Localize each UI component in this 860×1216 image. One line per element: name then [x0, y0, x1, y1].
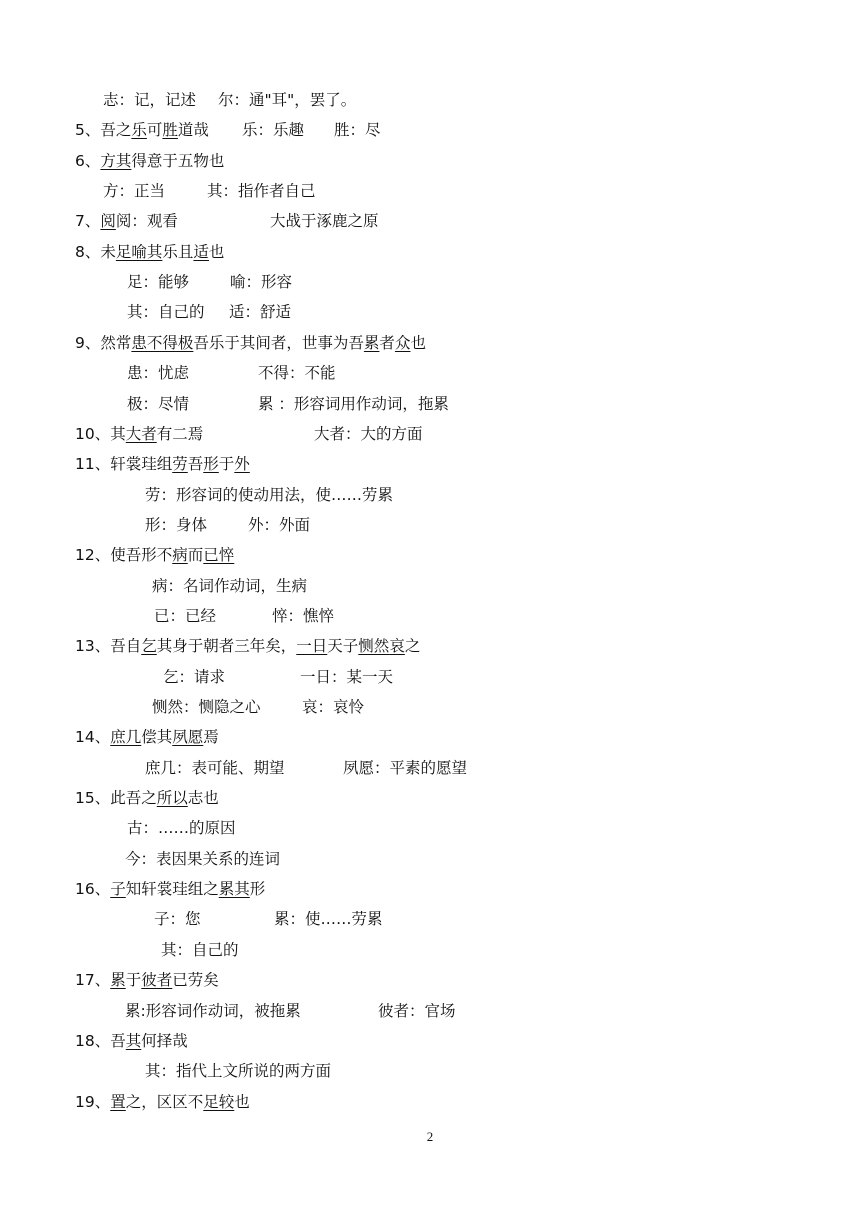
text-segment: 已：已经: [154, 607, 217, 625]
text-line: [145, 1061, 331, 1081]
text-segment: 极：尽情: [127, 395, 190, 413]
underlined-term: 子: [110, 880, 126, 898]
underlined-term: 病: [172, 546, 188, 564]
text-segment: 累：使……劳累: [274, 910, 383, 928]
underlined-term: 方其: [100, 152, 132, 170]
text-line: [75, 970, 219, 990]
text-line: [163, 667, 394, 687]
underlined-term: 大者: [125, 425, 157, 443]
text-line: [125, 1001, 456, 1021]
text-segment: 天子: [327, 637, 359, 655]
text-line: [103, 90, 357, 110]
underlined-term: 哀: [389, 637, 405, 655]
text-segment: 10、其: [75, 425, 126, 443]
text-line: [127, 394, 449, 414]
text-segment: 也: [234, 1093, 250, 1111]
text-segment: 得意于五物也: [131, 152, 225, 170]
text-segment: 8、未: [75, 243, 116, 261]
text-segment: 子：您: [154, 910, 201, 928]
text-segment: 足：能够: [127, 273, 190, 291]
underlined-term: 适: [193, 243, 209, 261]
text-segment: 劳：形容词的使动用法，使……劳累: [145, 486, 394, 504]
text-segment: 18、吾: [75, 1032, 126, 1050]
text-segment: 而: [187, 546, 204, 564]
text-segment: 知轩裳珪组之: [125, 880, 219, 898]
text-segment: 其身于朝者三年矣，: [156, 637, 297, 655]
text-segment: 其：指代上文所说的两方面: [145, 1062, 332, 1080]
page-number: 2: [426, 1129, 434, 1144]
text-line: [75, 333, 426, 353]
text-segment: 夙愿：平素的愿望: [343, 759, 468, 777]
text-segment: 其：自己的: [161, 941, 239, 959]
text-line: [103, 181, 316, 201]
underlined-term: 恻然: [358, 637, 390, 655]
text-line: [75, 727, 219, 747]
underlined-term: 已悴: [203, 546, 235, 564]
underlined-term: 累: [363, 334, 380, 352]
text-segment: 19、: [75, 1093, 111, 1111]
text-segment: 其：自己的: [127, 303, 205, 321]
text-segment: 乐且: [162, 243, 194, 261]
underlined-term: 患不得极: [131, 334, 194, 352]
text-line: [75, 151, 224, 171]
text-segment: 吾乐于其间者，世事为吾: [193, 334, 364, 352]
text-segment: 吾: [187, 455, 204, 473]
text-line: [161, 940, 239, 960]
text-line: [75, 636, 420, 656]
underlined-term: 乞: [141, 637, 157, 655]
text-segment: 已劳矣: [172, 971, 219, 989]
underlined-term: 阅: [100, 212, 116, 230]
text-segment: 彼者：官场: [378, 1002, 456, 1020]
underlined-term: 置: [110, 1093, 126, 1111]
text-segment: 悴：憔悴: [272, 607, 335, 625]
text-segment: 外：外面: [248, 516, 311, 534]
text-line: [152, 697, 365, 717]
text-segment: 适：舒适: [229, 303, 292, 321]
text-line: [75, 211, 379, 231]
text-segment: 之: [404, 637, 421, 655]
text-segment: 11、轩裳珪组: [75, 455, 173, 473]
text-segment: 庶几：表可能、期望: [145, 759, 285, 777]
text-segment: 其：指作者自己: [207, 182, 316, 200]
text-segment: 之，区区不: [125, 1093, 204, 1111]
text-line: [127, 302, 292, 322]
underlined-term: 足较: [203, 1093, 235, 1111]
text-line: [152, 576, 307, 596]
underlined-term: 众: [394, 334, 411, 352]
text-segment: 7、: [75, 212, 101, 230]
text-segment: 恻然：恻隐之心: [152, 698, 261, 716]
text-line: [75, 1031, 188, 1051]
underlined-term: 庶几: [110, 728, 142, 746]
text-segment: 阅：观看: [115, 212, 178, 230]
text-segment: 也: [410, 334, 426, 352]
text-segment: 方：正当: [103, 182, 166, 200]
text-segment: 累 ：形容词用作动词，拖累: [258, 395, 449, 413]
underlined-term: 夙愿: [172, 728, 204, 746]
underlined-term: 外: [234, 455, 250, 473]
underlined-term: 乐: [131, 121, 147, 139]
text-segment: 哀：哀怜: [302, 698, 365, 716]
text-line: [75, 879, 265, 899]
underlined-term: 累其: [218, 880, 250, 898]
text-segment: 志也: [187, 789, 219, 807]
text-line: [127, 363, 336, 383]
text-line: [154, 909, 383, 929]
underlined-term: 累: [110, 971, 126, 989]
text-line: [75, 545, 234, 565]
text-segment: 17、: [75, 971, 111, 989]
text-segment: 累:形容词作动词，被拖累: [125, 1002, 301, 1020]
text-segment: 焉: [203, 728, 219, 746]
text-segment: 尔：通"耳"，罢了。: [218, 91, 357, 109]
text-segment: 患：忧虑: [127, 364, 190, 382]
text-segment: 形：身体: [145, 516, 208, 534]
text-segment: 胜：尽: [334, 121, 381, 139]
text-segment: 喻：形容: [230, 273, 293, 291]
text-line: [145, 485, 393, 505]
text-line: [127, 818, 236, 838]
text-line: [145, 515, 311, 535]
text-segment: 6、: [75, 152, 101, 170]
text-line: [127, 272, 293, 292]
underlined-term: 一日: [296, 637, 328, 655]
underlined-term: 其: [125, 1032, 142, 1050]
text-segment: 也: [208, 243, 225, 261]
underlined-term: 劳: [172, 455, 188, 473]
text-segment: 道哉: [177, 121, 209, 139]
text-segment: 于: [218, 455, 235, 473]
text-segment: 何择哉: [141, 1032, 188, 1050]
text-segment: 病：名词作动词，生病: [152, 577, 308, 595]
text-line: [154, 606, 335, 626]
text-segment: 15、此吾之: [75, 789, 157, 807]
text-line: [75, 788, 219, 808]
text-line: [75, 120, 381, 140]
text-segment: 古：……的原因: [127, 819, 236, 837]
underlined-term: 所以: [156, 789, 188, 807]
text-line: [125, 849, 280, 869]
text-segment: 13、吾自: [75, 637, 142, 655]
text-segment: 大战于涿鹿之原: [270, 212, 379, 230]
text-segment: 9、然常: [75, 334, 132, 352]
text-line: [145, 758, 468, 778]
text-segment: 14、: [75, 728, 111, 746]
text-segment: 有二焉: [156, 425, 204, 443]
underlined-term: 彼者: [141, 971, 173, 989]
text-segment: 12、使吾形不: [75, 546, 173, 564]
text-line: [75, 242, 224, 262]
text-segment: 今：表因果关系的连词: [125, 850, 281, 868]
text-line: [75, 424, 423, 444]
text-segment: 乐：乐趣: [242, 121, 305, 139]
text-segment: 偿其: [141, 728, 173, 746]
text-segment: 形: [249, 880, 266, 898]
text-segment: 16、: [75, 880, 111, 898]
text-segment: 不得：不能: [258, 364, 336, 382]
underlined-term: 形: [203, 455, 219, 473]
text-segment: 5、吾之: [75, 121, 132, 139]
underlined-term: 足喻其: [115, 243, 163, 261]
text-segment: 于: [125, 971, 142, 989]
text-line: [75, 1092, 250, 1112]
text-segment: 乞：请求: [163, 668, 226, 686]
text-segment: 者: [379, 334, 395, 352]
text-segment: 可: [146, 121, 163, 139]
text-line: [75, 454, 250, 474]
text-segment: 志：记，记述: [103, 91, 197, 109]
text-segment: 大者：大的方面: [314, 425, 423, 443]
text-segment: 一日：某一天: [300, 668, 394, 686]
underlined-term: 胜: [162, 121, 178, 139]
